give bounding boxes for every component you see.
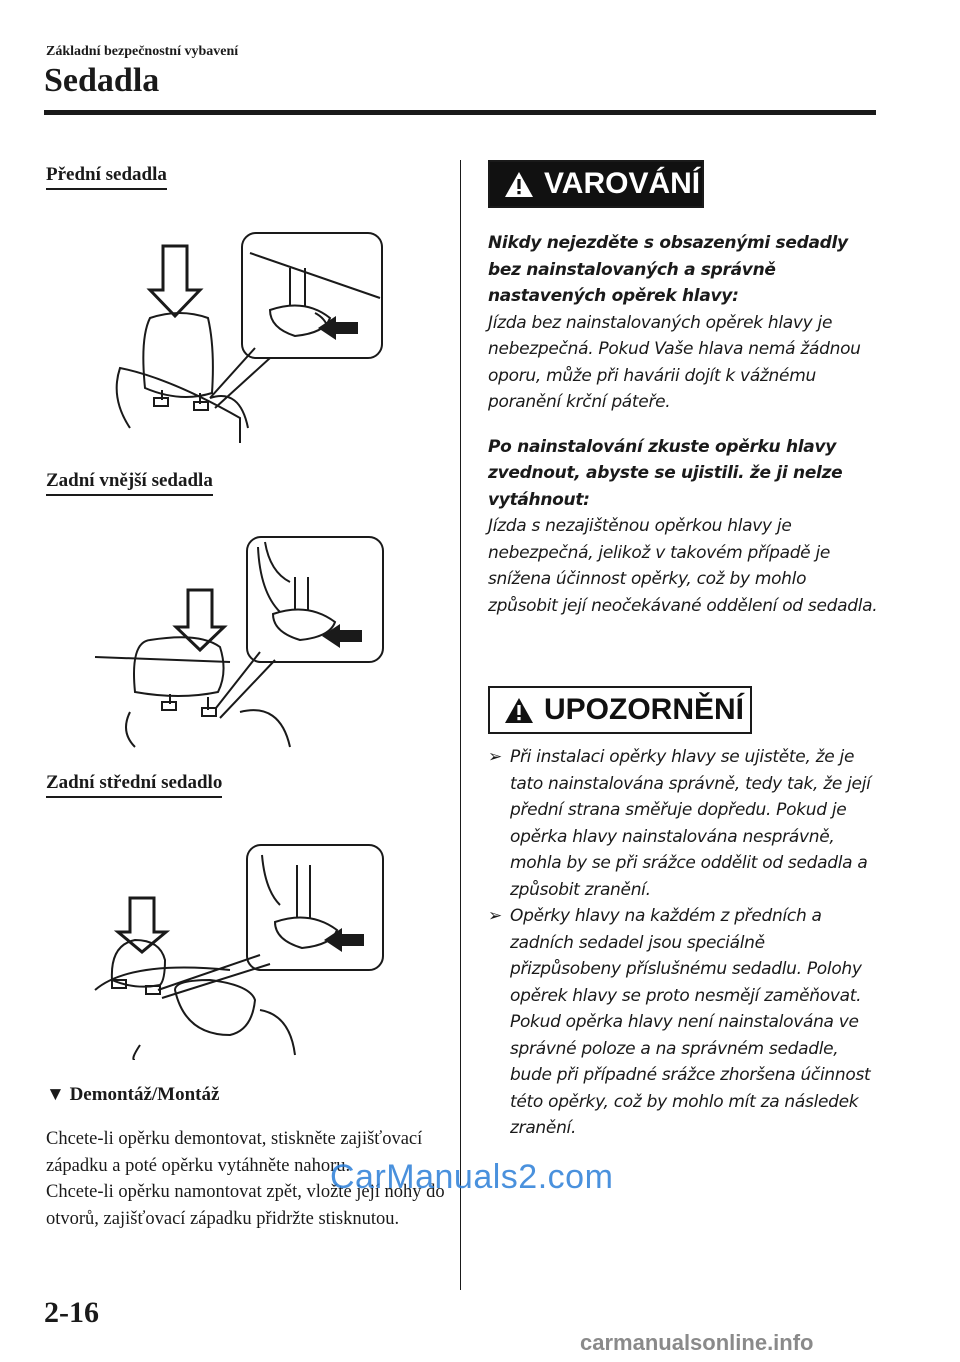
rear-outer-heading: Zadní vnější sedadla — [46, 470, 213, 496]
front-headrest-illustration — [90, 228, 390, 448]
watermark: CarManuals2.com — [330, 1158, 614, 1196]
rear-center-heading: Zadní střední sedadlo — [46, 772, 222, 798]
warning-bold-1: Nikdy nejezděte s obsazenými sedadly bez nainstalovaných a správně nastavených opěrek hlavy: — [488, 233, 848, 306]
caution-list — [488, 744, 878, 1142]
warning-label: VAROVÁNÍ — [544, 167, 701, 200]
rear-outer-headrest-illustration — [90, 532, 390, 752]
warning-triangle-icon — [504, 171, 534, 198]
caution-triangle-icon — [504, 697, 534, 724]
warning-text-1: Jízda bez nainstalovaných opěrek hlavy je nebezpečná. Pokud Vaše hlava nemá žádnou oporu, může při havárii dojít k vážnému poranění krční páteře. — [488, 312, 861, 412]
warning-text-2: Jízda s nezajištěnou opěrkou hlavy je nebezpečná, jelikož v takovém případě je snížena účinnost opěrky, což by mohlo způsobit její neočekávané oddělení od sedadla. — [488, 516, 878, 616]
caution-badge — [488, 686, 752, 734]
removal-marker-icon: ▼ — [46, 1084, 65, 1105]
installation-paragraph: Chcete-li opěrku namontovat zpět, vložte její nohy do otvorů, zajišťovací západku přidržte stisknutou. — [46, 1182, 445, 1229]
bullet-arrow-icon: ➢ — [488, 747, 502, 767]
rear-center-headrest-illustration — [90, 840, 390, 1060]
warning-bold-2: Po nainstalování zkuste opěrku hlavy zvednout, abyste se ujistili. že ji nelze vytáhnout: — [488, 436, 843, 510]
removal-heading-text: Demontáž/Montáž — [69, 1084, 220, 1105]
caution-item-text: Opěrky hlavy na každém z předních a zadních sedadel jsou speciálně přizpůsobeny příslušnému sedadlu. Polohy opěrek hlavy se proto nesmějí zaměňovat. Pokud opěrka hlavy není nainstalována ve správné poloze a na správném sedadle, bude při případné srážce zhoršena účinnost této opěrky, což by mohlo mít za následek zranění. — [510, 906, 871, 1138]
chapter-title: Sedadla — [44, 62, 160, 99]
footer-watermark: carmanualsonline.info — [580, 1330, 814, 1355]
caution-item — [488, 744, 878, 903]
front-seats-heading: Přední sedadla — [46, 164, 167, 190]
warning-badge — [488, 160, 704, 208]
caution-item — [488, 903, 878, 1142]
header-rule — [44, 110, 876, 115]
caution-label: UPOZORNĚNÍ — [544, 693, 745, 726]
warning-text — [488, 230, 878, 619]
caution-item-text: Při instalaci opěrky hlavy se ujistěte, že je tato nainstalována správně, tedy tak, že její přední strana směřuje dopředu. Pokud je opěrka hlavy nainstalována nesprávně, mohla by se při srážce oddělit od sedadla a způsobit zranění. — [510, 747, 871, 900]
column-divider — [460, 160, 461, 1290]
removal-heading — [46, 1084, 219, 1106]
section-title: Základní bezpečnostní vybavení — [46, 44, 239, 59]
page-number: 2-16 — [44, 1296, 99, 1329]
removal-paragraph: Chcete-li opěrku demontovat, stiskněte zajišťovací západku a poté opěrku vytáhněte nahoru. — [46, 1129, 423, 1176]
bullet-arrow-icon: ➢ — [488, 906, 502, 926]
